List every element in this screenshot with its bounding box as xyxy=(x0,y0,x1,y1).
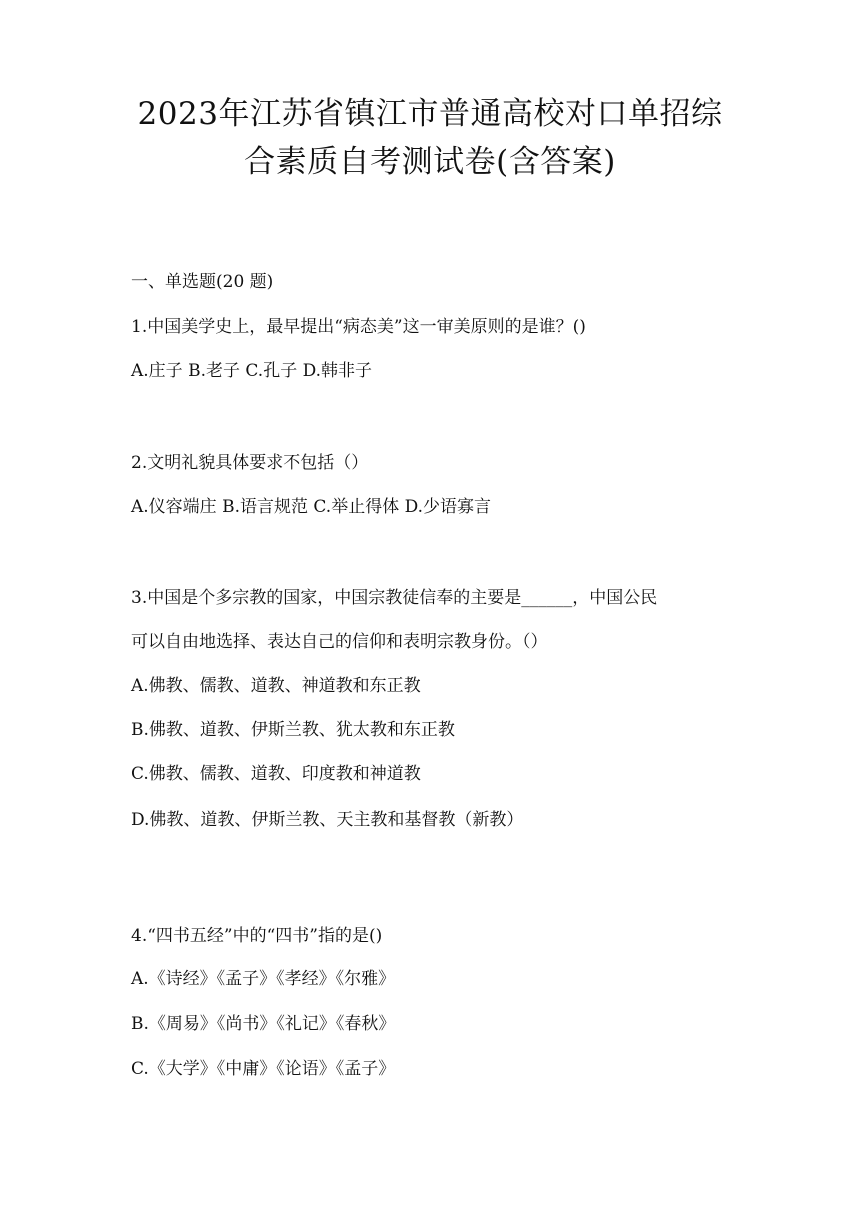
question-3-option-a: A.佛教、儒教、道教、神道教和东正教 xyxy=(131,676,421,696)
question-4-option-a: A.《诗经》《孟子》《孝经》《尔雅》 xyxy=(131,969,396,989)
question-3-option-b: B.佛教、道教、伊斯兰教、犹太教和东正教 xyxy=(131,720,455,740)
title-line-1: 2023年江苏省镇江市普通高校对口单招综 xyxy=(137,96,723,132)
title-line-2: 合素质自考测试卷(含答案) xyxy=(244,144,616,180)
question-4-stem: 4.“四书五经”中的“四书”指的是() xyxy=(131,926,383,946)
question-3-option-c: C.佛教、儒教、道教、印度教和神道教 xyxy=(131,764,421,784)
question-2-options: A.仪容端庄 B.语言规范 C.举止得体 D.少语寡言 xyxy=(131,497,492,517)
document-title xyxy=(0,90,860,186)
question-3-stem-line-2: 可以自由地选择、表达自己的信仰和表明宗教身份。（） xyxy=(131,632,548,652)
question-2-stem: 2.文明礼貌具体要求不包括（） xyxy=(131,453,369,473)
question-4-option-c: C.《大学》《中庸》《论语》《孟子》 xyxy=(131,1059,396,1079)
question-3-stem-line-1: 3.中国是个多宗教的国家，中国宗教徒信奉的主要是______，中国公民 xyxy=(131,588,658,608)
section-heading: 一、单选题(20 题) xyxy=(131,272,274,292)
question-3-option-d: D.佛教、道教、伊斯兰教、天主教和基督教（新教） xyxy=(131,810,524,830)
question-4-option-b: B.《周易》《尚书》《礼记》《春秋》 xyxy=(131,1014,396,1034)
question-1-stem: 1.中国美学史上，最早提出“病态美”这一审美原则的是谁？() xyxy=(131,317,586,337)
question-1-options: A.庄子 B.老子 C.孔子 D.韩非子 xyxy=(131,361,373,381)
